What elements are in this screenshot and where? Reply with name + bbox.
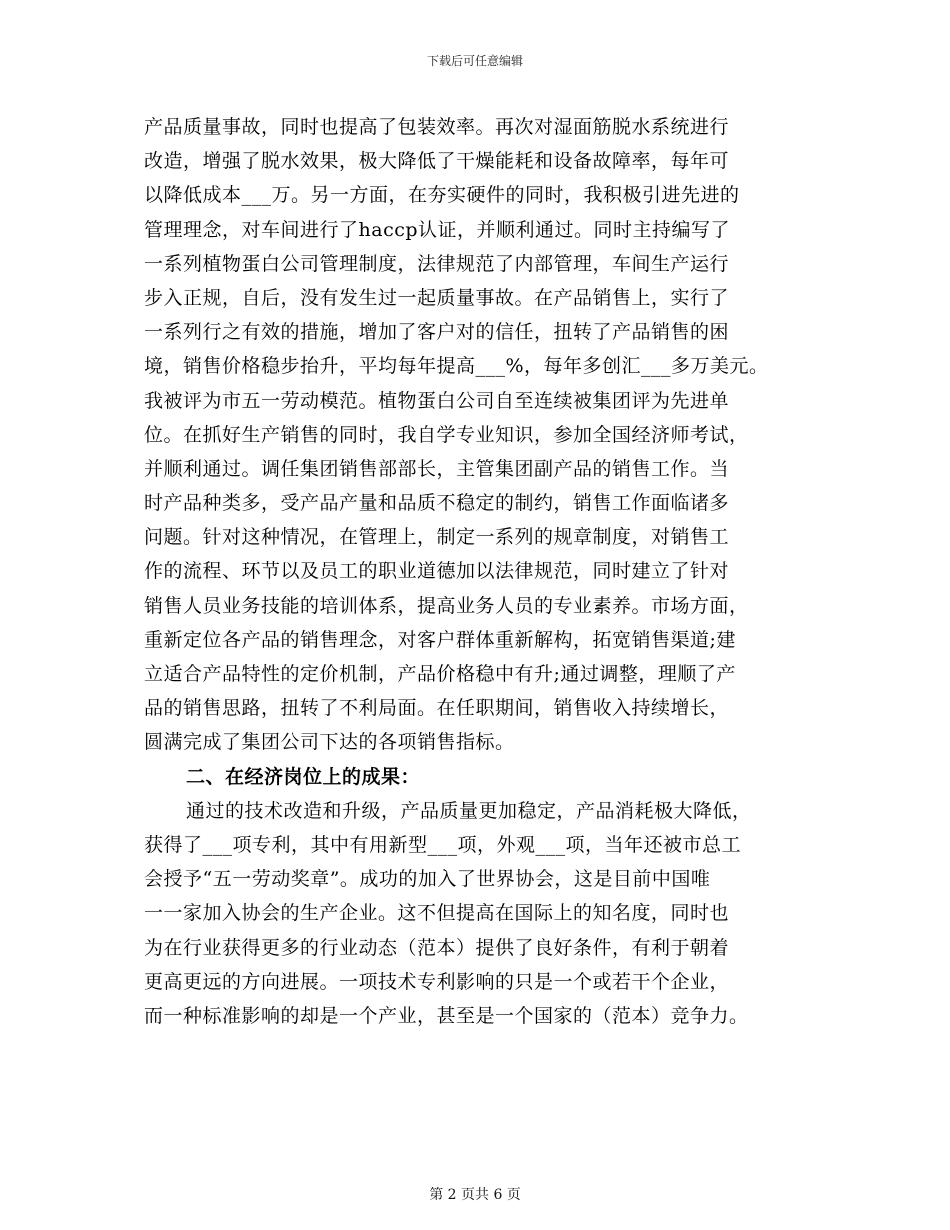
body-line: 作的流程、环节以及员工的职业道德加以法律规范，同时建立了针对 xyxy=(144,560,730,583)
body-line: 会授予“五一劳动奖章”。成功的加入了世界协会，这是目前中国唯 xyxy=(144,868,711,891)
page-header: 下载后可任意编辑 xyxy=(426,54,523,68)
body-line: 而一种标准影响的却是一个产业，甚至是一个国家的（范本）竞争力。 xyxy=(144,1004,749,1027)
body-line: 步入正规，自后，没有发生过一起质量事故。在产品销售上，实行了 xyxy=(144,286,730,309)
body-line: 品的销售思路，扭转了不利局面。在任职期间，销售收入持续增长， xyxy=(144,697,730,720)
body-line: 境，销售价格稳步抬升，平均每年提高___%，每年多创汇___多万美元。 xyxy=(144,355,769,378)
body-line: 为在行业获得更多的行业动态（范本）提供了良好条件，有利于朝着 xyxy=(144,936,730,959)
document-body xyxy=(144,110,824,1033)
body-line: 问题。针对这种情况，在管理上，制定一系列的规章制度，对销售工 xyxy=(144,526,730,549)
body-line: 我被评为市五一劳动模范。植物蛋白公司自至连续被集团评为先进单 xyxy=(144,389,730,412)
body-line: 销售人员业务技能的培训体系，提高业务人员的专业素养。市场方面， xyxy=(144,594,749,617)
body-line: 并顺利通过。调任集团销售部部长，主管集团副产品的销售工作。当 xyxy=(144,457,730,480)
body-line: 改造，增强了脱水效果，极大降低了干燥能耗和设备故障率，每年可 xyxy=(144,150,730,173)
body-line: 以降低成本___万。另一方面，在夯实硬件的同时，我积极引进先进的 xyxy=(144,184,740,207)
body-line: 圆满完成了集团公司下达的各项销售指标。 xyxy=(144,731,515,754)
section-heading: 二、在经济岗位上的成果： xyxy=(186,765,421,788)
body-line: 获得了___项专利，其中有用新型___项，外观___项，当年还被市总工 xyxy=(144,833,742,856)
body-line: 更高更远的方向进展。一项技术专利影响的只是一个或若干个企业， xyxy=(144,970,730,993)
body-line: 通过的技术改造和升级，产品质量更加稳定，产品消耗极大降低， xyxy=(186,799,752,822)
body-line: 重新定位各产品的销售理念，对客户群体重新解构，拓宽销售渠道;建 xyxy=(144,628,736,651)
body-line: 一一家加入协会的生产企业。这不但提高在国际上的知名度，同时也 xyxy=(144,902,730,925)
body-line: 位。在抓好生产销售的同时，我自学专业知识，参加全国经济师考试， xyxy=(144,423,749,446)
body-line: 一系列植物蛋白公司管理制度，法律规范了内部管理，车间生产运行 xyxy=(144,252,730,275)
body-line: 一系列行之有效的措施，增加了客户对的信任，扭转了产品销售的困 xyxy=(144,321,730,344)
body-line: 管理理念，对车间进行了haccp认证，并顺利通过。同时主持编写了 xyxy=(144,218,731,241)
body-line: 时产品种类多，受产品产量和品质不稳定的制约，销售工作面临诸多 xyxy=(144,492,730,515)
body-line: 立适合产品特性的定价机制，产品价格稳中有升;通过调整，理顺了产 xyxy=(144,663,736,685)
page-footer: 第 2 页共 6 页 xyxy=(429,1187,521,1203)
body-line: 产品质量事故，同时也提高了包装效率。再次对湿面筋脱水系统进行 xyxy=(144,116,730,138)
